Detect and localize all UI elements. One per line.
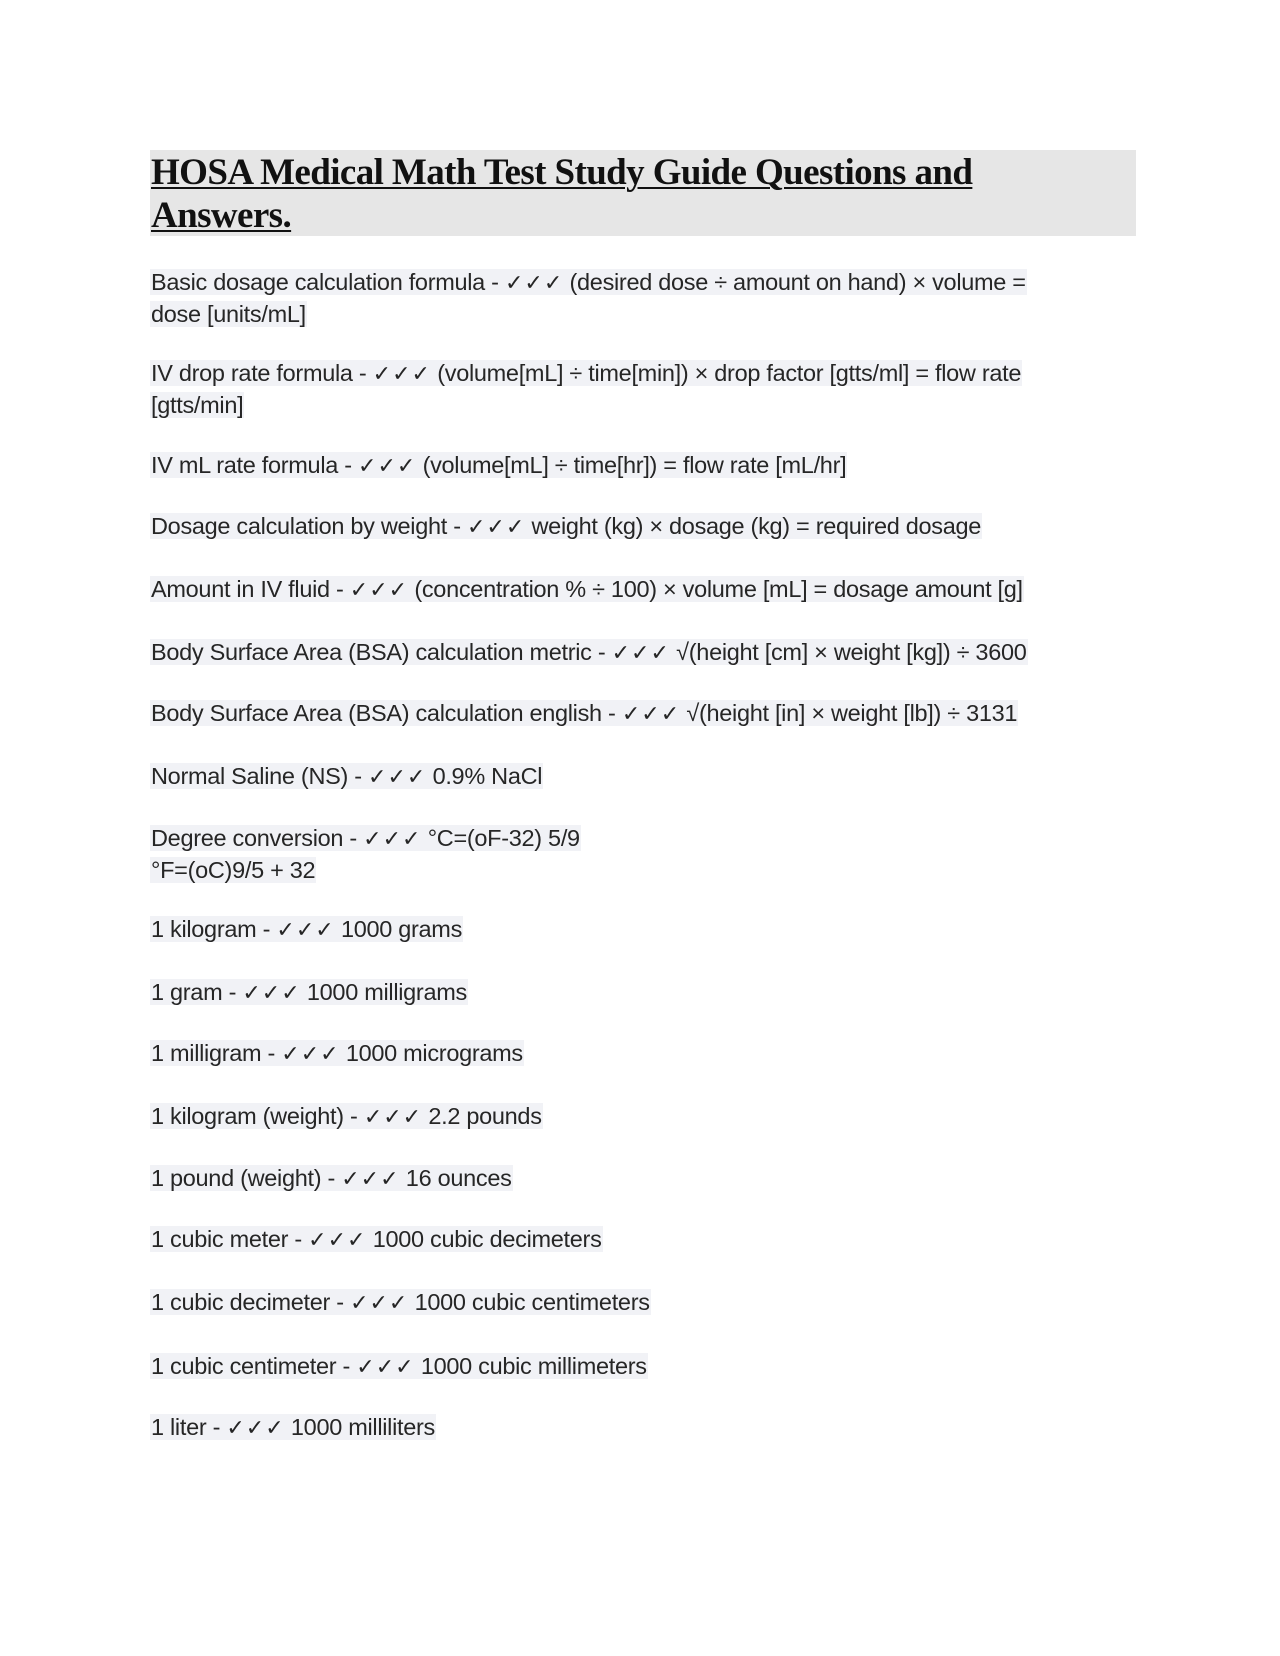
qa-answer-line-2: [gtts/min] [151, 392, 244, 418]
qa-answer: 1000 micrograms [345, 1040, 523, 1066]
checkmarks-icon: ✓✓✓ [350, 1291, 409, 1316]
qa-term: 1 kilogram (weight) - [151, 1103, 358, 1129]
qa-term: Normal Saline (NS) - [151, 763, 362, 789]
qa-term: 1 kilogram - [151, 916, 271, 942]
qa-answer: (volume[mL] ÷ time[hr]) = flow rate [mL/hr] [422, 452, 847, 478]
qa-term: Body Surface Area (BSA) calculation metric - [151, 639, 606, 665]
qa-item [150, 358, 1022, 420]
checkmarks-icon: ✓✓✓ [356, 1355, 415, 1380]
qa-term: 1 cubic meter - [151, 1226, 302, 1252]
qa-answer: 2.2 pounds [428, 1103, 542, 1129]
qa-item [150, 823, 581, 885]
qa-answer: weight (kg) × dosage (kg) = required dosage [531, 513, 982, 539]
page-title [151, 151, 991, 237]
qa-term: 1 pound (weight) - [151, 1165, 336, 1191]
qa-item [150, 637, 1028, 669]
qa-item [150, 1101, 543, 1133]
qa-answer: (desired dose ÷ amount on hand) × volume = [569, 269, 1026, 295]
qa-item [150, 1287, 651, 1319]
checkmarks-icon: ✓✓✓ [242, 981, 301, 1006]
qa-term: 1 milligram - [151, 1040, 276, 1066]
checkmarks-icon: ✓✓✓ [621, 702, 681, 727]
qa-item [150, 977, 468, 1009]
qa-term: Body Surface Area (BSA) calculation english - [151, 700, 616, 726]
qa-answer: 16 ounces [405, 1165, 512, 1191]
qa-answer: 1000 milliliters [290, 1414, 435, 1440]
qa-answer: (concentration % ÷ 100) × volume [mL] = dosage amount [g] [414, 576, 1023, 602]
qa-answer-line-2: °F=(oC)9/5 + 32 [151, 857, 316, 883]
checkmarks-icon: ✓✓✓ [308, 1228, 367, 1253]
qa-answer: 1000 cubic centimeters [414, 1289, 650, 1315]
qa-item [150, 511, 982, 543]
qa-item [150, 761, 543, 793]
qa-answer: (volume[mL] ÷ time[min]) × drop factor [gtts/ml] = flow rate [437, 360, 1022, 386]
checkmarks-icon: ✓✓✓ [466, 515, 526, 540]
qa-term: Amount in IV fluid - [151, 576, 344, 602]
title-line-2: Answers. [151, 195, 292, 236]
qa-term: 1 cubic decimeter - [151, 1289, 344, 1315]
qa-term: Dosage calculation by weight - [151, 513, 461, 539]
qa-answer: 0.9% NaCl [432, 763, 543, 789]
checkmarks-icon: ✓✓✓ [504, 271, 564, 296]
checkmarks-icon: ✓✓✓ [349, 578, 409, 603]
qa-item [150, 1038, 524, 1070]
qa-item [150, 267, 1027, 329]
qa-item [150, 1351, 648, 1383]
qa-answer-line-2: dose [units/mL] [151, 301, 306, 327]
checkmarks-icon: ✓✓✓ [358, 454, 417, 479]
qa-item [150, 1412, 436, 1444]
qa-item [150, 1224, 603, 1256]
qa-item [150, 574, 1024, 606]
qa-term: IV drop rate formula - [151, 360, 367, 386]
checkmarks-icon: ✓✓✓ [363, 1105, 423, 1130]
qa-item [150, 1163, 513, 1195]
qa-item [150, 914, 463, 946]
title-line-1: HOSA Medical Math Test Study Guide Questions and [151, 152, 973, 193]
qa-term: Degree conversion - [151, 825, 357, 851]
checkmarks-icon: ✓✓✓ [611, 641, 670, 666]
checkmarks-icon: ✓✓✓ [372, 362, 431, 387]
qa-term: Basic dosage calculation formula - [151, 269, 499, 295]
qa-answer: √(height [cm] × weight [kg]) ÷ 3600 [676, 639, 1027, 665]
qa-answer: °C=(oF-32) 5/9 [427, 825, 580, 851]
qa-term: 1 liter - [151, 1414, 221, 1440]
qa-answer: 1000 grams [340, 916, 463, 942]
qa-item [150, 698, 1018, 730]
qa-item [150, 450, 847, 482]
qa-term: 1 cubic centimeter - [151, 1353, 351, 1379]
qa-answer: 1000 milligrams [306, 979, 467, 1005]
checkmarks-icon: ✓✓✓ [276, 918, 335, 943]
checkmarks-icon: ✓✓✓ [368, 765, 427, 790]
checkmarks-icon: ✓✓✓ [363, 827, 422, 852]
qa-answer: 1000 cubic decimeters [372, 1226, 602, 1252]
checkmarks-icon: ✓✓✓ [341, 1167, 400, 1192]
checkmarks-icon: ✓✓✓ [281, 1042, 340, 1067]
qa-answer: 1000 cubic millimeters [420, 1353, 647, 1379]
qa-answer: √(height [in] × weight [lb]) ÷ 3131 [686, 700, 1018, 726]
checkmarks-icon: ✓✓✓ [226, 1416, 285, 1441]
qa-term: IV mL rate formula - [151, 452, 352, 478]
qa-term: 1 gram - [151, 979, 237, 1005]
